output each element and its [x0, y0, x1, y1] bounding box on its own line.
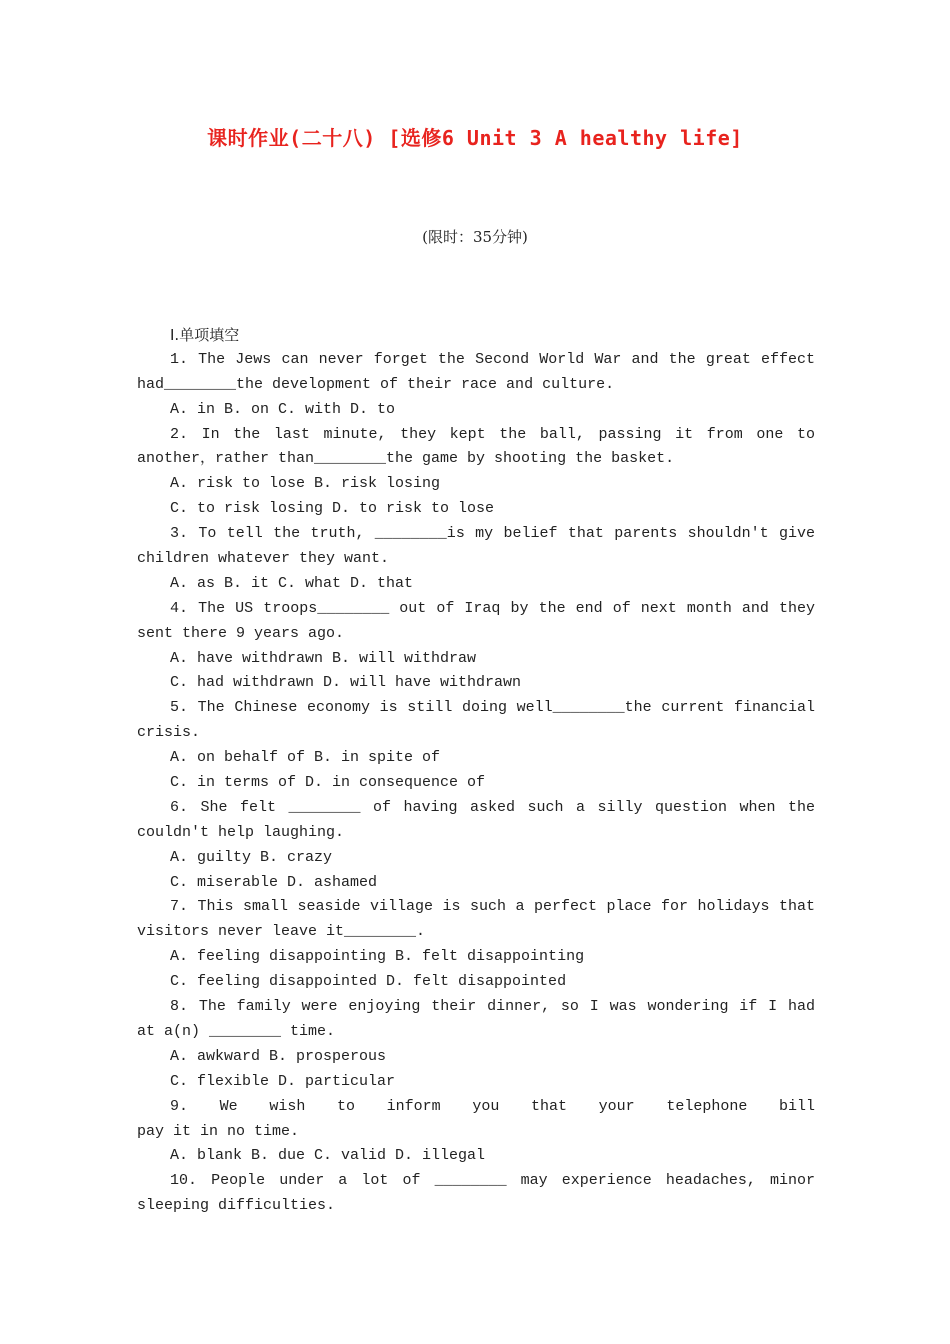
question-item: [137, 995, 815, 1095]
answer-options: A. awkward B. prosperous: [170, 1047, 387, 1065]
question-stem-line: pay it in no time.: [137, 1122, 300, 1140]
question-stem-line: another，rather than________the game by shooting the basket.: [137, 450, 675, 468]
question-item: [137, 796, 815, 896]
question-stem-line: couldn't help laughing.: [137, 823, 345, 841]
answer-options: A. risk to lose B. risk losing: [170, 475, 441, 493]
answer-options: A. in B. on C. with D. to: [170, 400, 396, 418]
question-stem-line: 8. The family were enjoying their dinner, so I was wondering if I had: [170, 998, 815, 1016]
question-item: [137, 522, 815, 597]
answer-options: C. had withdrawn D. will have withdrawn: [170, 674, 522, 692]
answer-options: A. have withdrawn B. will withdraw: [170, 649, 477, 667]
question-item: [137, 1169, 815, 1219]
answer-options: A. as B. it C. what D. that: [170, 574, 414, 592]
question-stem-line: 10. People under a lot of ________ may experience headaches, minor: [170, 1172, 815, 1190]
question-stem-line: crisis.: [137, 724, 201, 742]
answer-options: A. blank B. due C. valid D. illegal: [170, 1147, 486, 1165]
question-item: [137, 348, 815, 423]
question-item: [137, 895, 815, 995]
question-stem-line: 1. The Jews can never forget the Second World War and the great effect: [170, 350, 815, 368]
question-stem-line: 9. We wish to inform you that your telephone bill: [170, 1097, 815, 1115]
question-stem-line: 7. This small seaside village is such a perfect place for holidays that: [170, 898, 815, 916]
question-stem-line: 2. In the last minute, they kept the ball, passing it from one to: [170, 425, 815, 443]
page-title: 课时作业(二十八) [选修6 Unit 3 A healthy life]: [207, 126, 743, 150]
questions: [137, 348, 815, 1219]
question-stem-line: 5. The Chinese economy is still doing well________the current financial: [170, 699, 815, 717]
question-item: [137, 1095, 815, 1170]
section-heading: Ⅰ.单项填空: [170, 326, 240, 344]
question-item: [137, 597, 815, 697]
question-stem-line: visitors never leave it________.: [137, 923, 426, 941]
answer-options: C. to risk losing D. to risk to lose: [170, 500, 495, 518]
answer-options: C. feeling disappointed D. felt disappointed: [170, 973, 567, 991]
question-stem-line: 3. To tell the truth, ________is my belief that parents shouldn't give: [170, 525, 815, 543]
question-item: [137, 423, 815, 523]
question-list: [137, 323, 815, 1219]
question-stem-line: sleeping difficulties.: [137, 1197, 336, 1215]
question-stem-line: sent there 9 years ago.: [137, 624, 345, 642]
question-stem-line: 4. The US troops________ out of Iraq by the end of next month and they: [170, 599, 815, 617]
question-stem-line: children whatever they want.: [137, 550, 390, 568]
answer-options: C. in terms of D. in consequence of: [170, 774, 486, 792]
answer-options: C. flexible D. particular: [170, 1072, 396, 1090]
answer-options: C. miserable D. ashamed: [170, 873, 378, 891]
question-stem-line: 6. She felt ________ of having asked such a silly question when the: [170, 798, 815, 816]
time-limit: (限时：35分钟): [422, 228, 528, 246]
answer-options: A. guilty B. crazy: [170, 848, 333, 866]
question-stem-line: had________the development of their race and culture.: [137, 375, 615, 393]
question-stem-line: at a(n) ________ time.: [137, 1022, 336, 1040]
answer-options: A. feeling disappointing B. felt disappointing: [170, 948, 585, 966]
answer-options: A. on behalf of B. in spite of: [170, 749, 441, 767]
question-item: [137, 696, 815, 796]
